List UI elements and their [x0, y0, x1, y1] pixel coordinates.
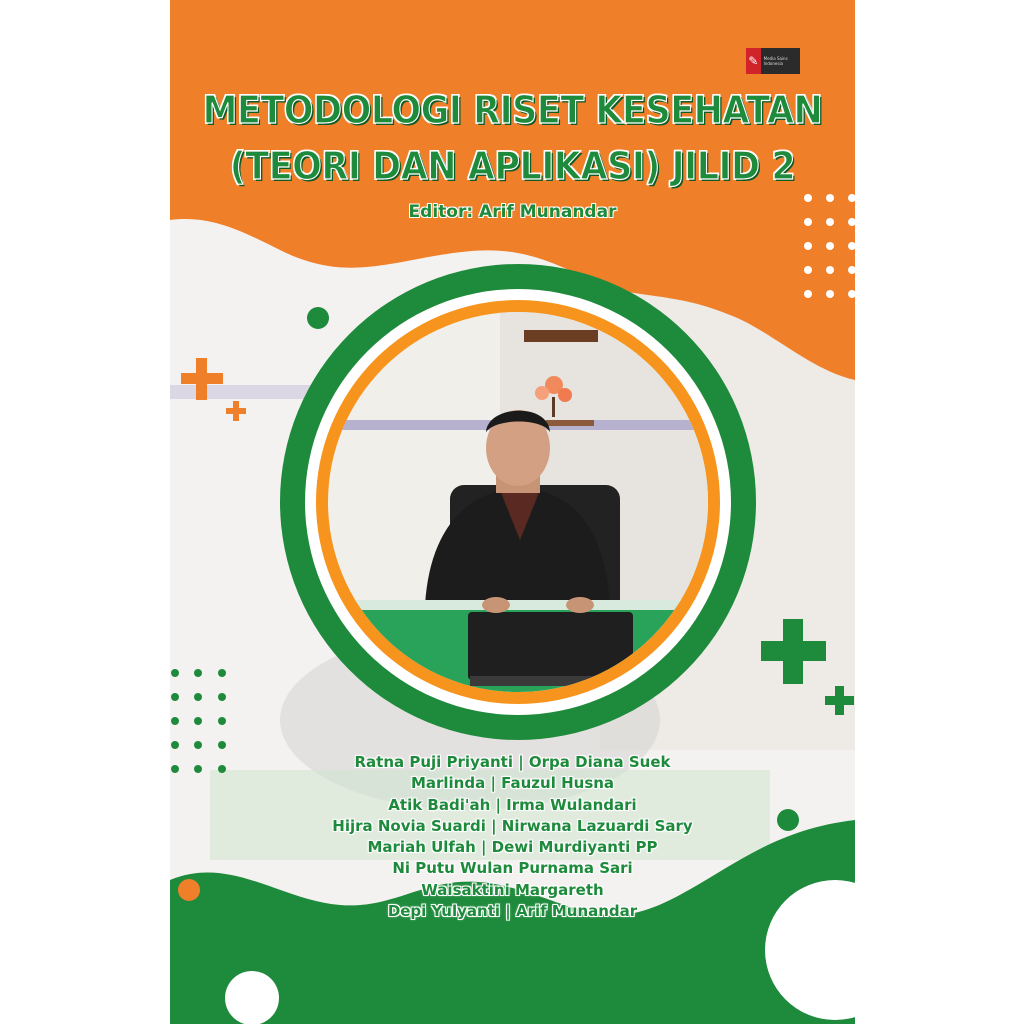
book-title-line-2: (TEORI DAN APLIKASI) JILID 2 — [229, 144, 796, 188]
author-line: Depi Yulyanti | Arif Munandar — [387, 902, 638, 921]
publisher-logo-text: Media Sains Indonesia — [763, 56, 788, 66]
author-line: Hijra Novia Suardi | Nirwana Lazuardi Sary — [332, 816, 693, 835]
author-line: Ni Putu Wulan Purnama Sari — [392, 859, 633, 878]
author-line: Waisaktini Margareth — [421, 880, 604, 899]
author-list — [170, 752, 855, 922]
book-title-line-1: METODOLOGI RISET KESEHATAN — [202, 88, 823, 132]
white-circle — [225, 971, 279, 1024]
book-cover — [170, 0, 855, 1024]
decor-circle — [307, 307, 329, 329]
author-line: Marlinda | Fauzul Husna — [410, 774, 615, 793]
editor-credit: Editor: Arif Munandar — [408, 202, 617, 222]
publisher-logo — [746, 48, 800, 74]
author-line: Ratna Puji Priyanti | Orpa Diana Suek — [354, 753, 671, 771]
author-line: Mariah Ulfah | Dewi Murdiyanti PP — [367, 838, 658, 857]
author-line: Atik Badi'ah | Irma Wulandari — [388, 795, 637, 814]
publisher-logo-mark: ✎ — [746, 48, 761, 74]
